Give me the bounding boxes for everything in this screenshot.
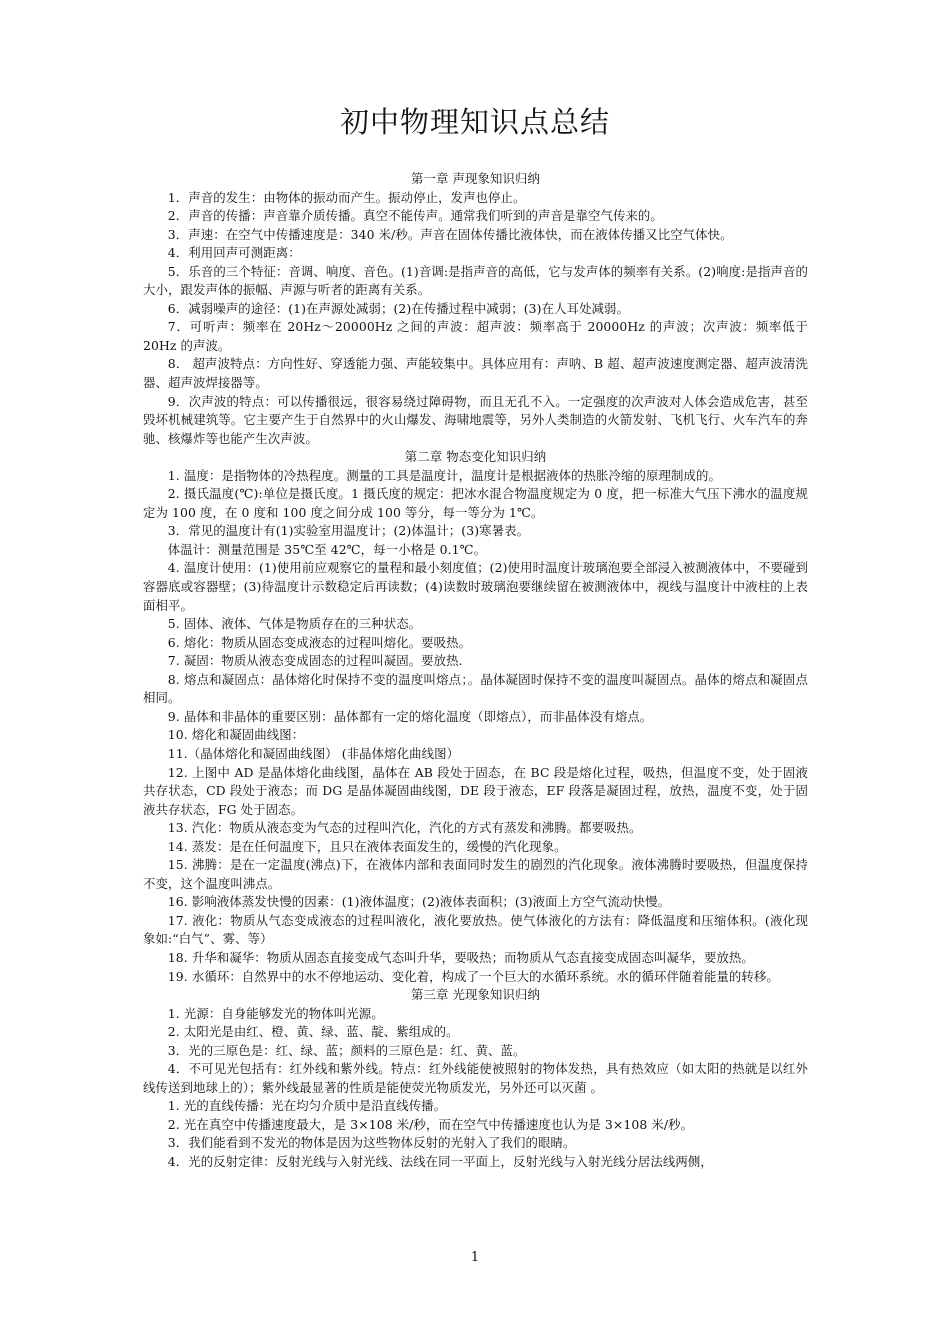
paragraph: 1. 光的直线传播：光在均匀介质中是沿直线传播。	[167, 1098, 447, 1114]
paragraph: 1. 光源：自身能够发光的物体叫光源。	[167, 1005, 384, 1021]
paragraph: 9. 晶体和非晶体的重要区别：晶体都有一定的熔化温度（即熔点），而非晶体没有熔点。	[167, 708, 653, 724]
paragraph: 4．不可见光包括有：红外线和紫外线。特点：红外线能使被照射的物体发热，具有热效应（如太阳的热就是以红外线传送到地球上的）；紫外线最显著的性质是能使荧光物质发光，另外还可以灭菌 。	[143, 1061, 808, 1095]
paragraph: 15. 沸腾：是在一定温度(沸点)下，在液体内部和表面同时发生的剧烈的汽化现象。液体沸腾时要吸热，但温度保持不变，这个温度叫沸点。	[143, 857, 808, 891]
paragraph: 2. 摄氏温度(℃):单位是摄氏度。1 摄氏度的规定：把冰水混合物温度规定为 0 度，把一标准大气压下沸水的温度规定为 100 度，在 0 度和 100 度之间分成 100 等分，每一等分为 1℃。	[143, 486, 808, 520]
paragraph: 3．声速：在空气中传播速度是：340 米/秒。声音在固体传播比液体快，而在液体传播又比空气体快。	[167, 226, 733, 242]
paragraph: 7．可听声：频率在 20Hz～20000Hz 之间的声波：超声波：频率高于 20000Hz 的声波；次声波：频率低于 20Hz 的声波。	[143, 319, 808, 353]
paragraph: 14. 蒸发：是在任何温度下，且只在液体表面发生的，缓慢的汽化现象。	[167, 838, 567, 854]
paragraph: 8． 超声波特点：方向性好、穿透能力强、声能较集中。具体应用有：声呐、B 超、超声波速度测定器、超声波清洗器、超声波焊接器等。	[143, 356, 808, 391]
paragraph: 11.（晶体熔化和凝固曲线图） (非晶体熔化曲线图）	[167, 745, 460, 761]
paragraph: 3．光的三原色是：红、绿、蓝；颜料的三原色是：红、黄、蓝。	[167, 1042, 526, 1058]
paragraph: 9．次声波的特点：可以传播很远，很容易绕过障碍物，而且无孔不入。一定强度的次声波对人体会造成危害，甚至毁坏机械建筑等。它主要产生于自然界中的火山爆发、海啸地震等，另外人类制造的火箭发射、飞机飞行、火车汽车的奔驰、核爆炸等也能产生次声波。	[143, 393, 808, 446]
paragraph: 10. 熔化和凝固曲线图：	[167, 727, 305, 743]
paragraph: 7. 凝固：物质从液态变成固态的过程叫凝固。要放热.	[167, 653, 463, 669]
paragraph: 18. 升华和凝华：物质从固态直接变成气态叫升华，要吸热；而物质从气态直接变成固态叫凝华，要放热。	[167, 949, 754, 965]
paragraph: 1．声音的发生：由物体的振动而产生。振动停止，发声也停止。	[167, 189, 526, 205]
paragraph: 1. 温度：是指物体的冷热程度。测量的工具是温度计，温度计是根据液体的热胀冷缩的原理制成的。	[167, 467, 721, 483]
paragraph: 4．光的反射定律：反射光线与入射光线、法线在同一平面上，反射光线与入射光线分居法线两侧，	[167, 1153, 713, 1169]
paragraph: 3．常见的温度计有(1)实验室用温度计；(2)体温计；(3)寒暑表。	[167, 523, 530, 539]
paragraph: 5. 固体、液体、气体是物质存在的三种状态。	[167, 616, 422, 632]
paragraph: 8. 熔点和凝固点：晶体熔化时保持不变的温度叫熔点；。晶体凝固时保持不变的温度叫凝固点。晶体的熔点和凝固点相同。	[143, 671, 808, 706]
paragraph: 13. 汽化：物质从液态变为气态的过程叫汽化，汽化的方式有蒸发和沸腾。都要吸热。	[167, 820, 642, 836]
paragraph: 3．我们能看到不发光的物体是因为这些物体反射的光射入了我们的眼睛。	[167, 1135, 576, 1151]
document-body	[143, 170, 808, 1172]
paragraph: 2．声音的传播：声音靠介质传播。真空不能传声。通常我们听到的声音是靠空气传来的。	[167, 208, 663, 224]
chapter-heading: 第一章 声现象知识归纳	[411, 171, 540, 186]
paragraph: 2. 光在真空中传播速度最大，是 3×108 米/秒，而在空气中传播速度也认为是 3×108 米/秒。	[167, 1116, 694, 1132]
paragraph: 16. 影响液体蒸发快慢的因素：(1)液体温度；(2)液体表面积；(3)液面上方空气流动快慢。	[167, 894, 671, 910]
paragraph: 19. 水循环：自然界中的水不停地运动、变化着，构成了一个巨大的水循环系统。水的循环伴随着能量的转移。	[167, 968, 779, 984]
paragraph: 6. 熔化：物质从固态变成液态的过程叫熔化。要吸热。	[167, 634, 472, 650]
chapter-heading: 第三章 光现象知识归纳	[411, 987, 540, 1003]
paragraph: 5．乐音的三个特征：音调、响度、音色。(1)音调:是指声音的高低，它与发声体的频率有关系。(2)响度:是指声音的大小，跟发声体的振幅、声源与听者的距离有关系。	[143, 263, 808, 298]
paragraph: 17. 液化：物质从气态变成液态的过程叫液化，液化要放热。使气体液化的方法有：降低温度和压缩体积。(液化现象如:“白气”、雾、等）	[143, 912, 808, 947]
document-title: 初中物理知识点总结	[339, 105, 610, 139]
paragraph: 4．利用回声可测距离：	[167, 245, 301, 261]
paragraph: 12. 上图中 AD 是晶体熔化曲线图，晶体在 AB 段处于固态，在 BC 段是熔化过程，吸热，但温度不变，处于固液共存状态，CD 段处于液态；而 DG 是晶体凝固曲线图，DE 段于液态，EF 段落是凝固过程，放热，温度不变，处于固液共存状态，FG 处于固态。	[143, 764, 808, 817]
paragraph: 2. 太阳光是由红、橙、黄、绿、蓝、靛、紫组成的。	[167, 1024, 459, 1040]
chapter-heading: 第二章 物态变化知识归纳	[404, 449, 547, 465]
paragraph: 6．减弱噪声的途径：(1)在声源处减弱；(2)在传播过程中减弱；(3)在人耳处减弱。	[167, 300, 630, 316]
paragraph: 体温计：测量范围是 35℃至 42℃，每一小格是 0.1℃。	[167, 541, 487, 557]
page-number: 1	[470, 1250, 480, 1265]
paragraph: 4. 温度计使用：(1)使用前应观察它的量程和最小刻度值；(2)使用时温度计玻璃泡要全部浸入被测液体中，不要碰到容器底或容器壁；(3)待温度计示数稳定后再读数；(4)读数时玻璃泡要继续留在被测液体中，视线与温度计中液柱的上表面相平。	[143, 560, 808, 613]
